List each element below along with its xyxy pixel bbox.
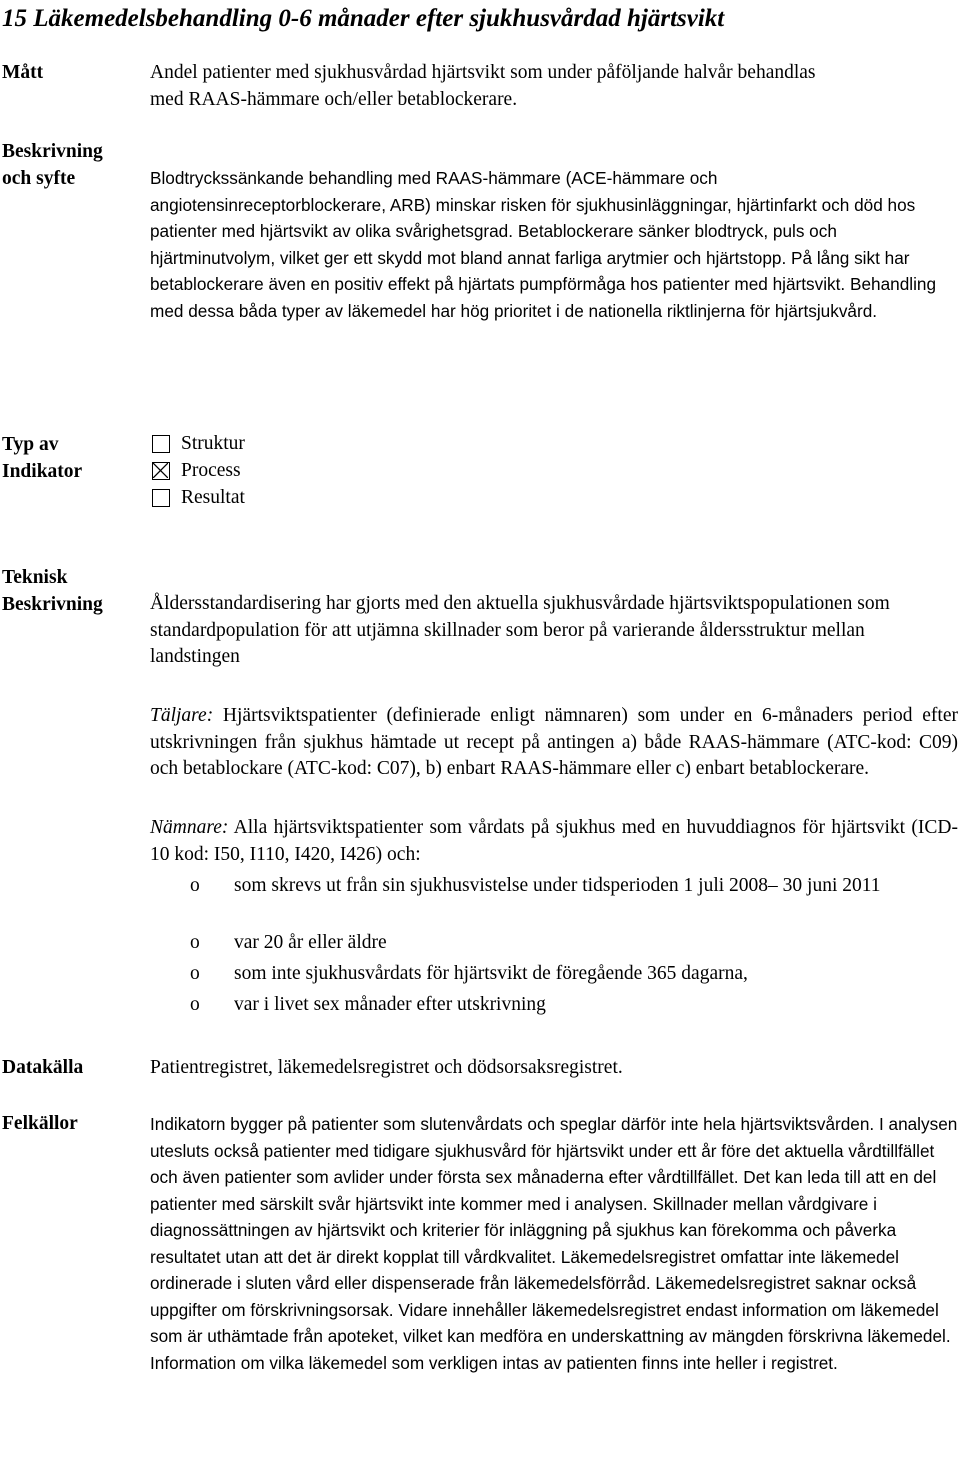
namnare-text: Alla hjärtsviktspatienter som vårdats på sjukhus med en huvuddiagnos för hjärtsvikt (ICD-10 kod: I50, I110, I420, I426) och: xyxy=(150,817,958,865)
option-resultat-label: Resultat xyxy=(181,486,245,508)
taljare-label: Täljare: xyxy=(150,705,214,726)
bullet-item-1: som skrevs ut från sin sjukhusvistelse under tidsperioden 1 juli 2008– 30 juni 2011 xyxy=(234,875,881,896)
page-title: 15 Läkemedelsbehandling 0-6 månader efter sjukhusvårdad hjärtsvikt xyxy=(2,5,725,32)
label-typ-line1: Typ av xyxy=(2,434,59,455)
option-struktur[interactable] xyxy=(152,431,245,457)
label-matt: Mått xyxy=(2,62,44,83)
bullet-marker: o xyxy=(190,932,200,953)
matt-text xyxy=(150,60,958,113)
label-teknisk xyxy=(2,565,103,618)
matt-text-line2: med RAAS-hämmare och/eller betablockerare. xyxy=(150,88,518,110)
bullet-item-3: som inte sjukhusvårdats för hjärtsvikt de föregående 365 dagarna, xyxy=(234,963,748,984)
datakalla-text: Patientregistret, läkemedelsregistret och dödsorsaksregistret. xyxy=(150,1057,623,1078)
label-datakalla: Datakälla xyxy=(2,1057,84,1078)
label-felkallor: Felkällor xyxy=(2,1113,78,1134)
checkmark-x-icon xyxy=(153,463,168,478)
label-teknisk-line2: Beskrivning xyxy=(2,593,103,615)
label-typ xyxy=(2,432,82,485)
taljare-block xyxy=(150,703,958,783)
label-beskrivning-line1: Beskrivning xyxy=(2,141,103,162)
beskrivning-para3: På lång sikt har betablockerare även en positiv effekt på hjärtats pumpförmåga hos patienter med hjärtsvikt. xyxy=(150,247,910,295)
bullet-marker: o xyxy=(190,994,200,1015)
label-beskrivning-line2: och syfte xyxy=(2,167,76,189)
label-beskrivning xyxy=(2,139,103,192)
teknisk-intro: Åldersstandardisering har gjorts med den aktuella sjukhusvårdade hjärtsviktspopulationen som standardpopulation för att utjämna skillnader som beror på varierande åldersstruktur mellan landstingen xyxy=(150,593,890,668)
felkallor-text: Indikatorn bygger på patienter som slutenvårdats och speglar därför inte hela hjärtsviktsvården. I analysen utesluts också patienter med tidigare sjukhusvård för hjärtsvikt under ett år före det aktuella vårdtillfället och även patienter som avlider under första sex månaderna efter vårdtillfället. Det kan leda till att en del patienter med särskilt svår hjärtsvikt inte kommer med i analysen. Skillnader mellan vårdgivare i diagnossättningen av hjärtsvikt och kriterier för inläggning på sjukhus kan förekomma och påverka resultatet utan att det är direkt kopplat till vårdkvalitet. Läkemedelsregistret omfattar inte läkemedel ordinerade i sluten vård eller dispenserade från läkemedelsförråd. Läkemedelsregistret saknar också uppgifter om förskrivningsorsak. Vidare innehåller läkemedelsregistret endast information om läkemedel som är uthämtade från apoteket, vilket kan medföra en underskattning av mängden förskrivna läkemedel. Information om vilka läkemedel som verkligen intas av patienten finns inte heller i registret. xyxy=(150,1114,958,1373)
option-process-label: Process xyxy=(181,459,241,481)
namnare-label: Nämnare: xyxy=(150,817,229,838)
bullet-item-4: var i livet sex månader efter utskrivning xyxy=(234,994,546,1015)
checkbox-struktur[interactable] xyxy=(152,435,170,453)
taljare-text: Hjärtsviktspatienter (definierade enligt nämnaren) som under en 6-månaders period efter utskrivningen från sjukhus hämtade ut recept på antingen a) både RAAS-hämmare (ATC-kod: C09) och betablockare (ATC-kod: C07), b) enbart RAAS-hämmare eller c) enbart betablockerare. xyxy=(150,705,958,780)
checkbox-resultat[interactable] xyxy=(152,489,170,507)
option-resultat[interactable] xyxy=(152,485,245,511)
beskrivning-text xyxy=(150,165,958,325)
label-teknisk-line1: Teknisk xyxy=(2,567,68,588)
option-process[interactable] xyxy=(152,458,241,484)
beskrivning-para1: Blodtryckssänkande behandling med RAAS-hämmare (ACE-hämmare och angiotensinreceptorblockerare, ARB) minskar risken för sjukhusinläggningar, hjärtinfarkt och död hos patienter med hjärtsvikt av olika svårighetsgrad. xyxy=(150,168,916,242)
bullet-item-2: var 20 år eller äldre xyxy=(234,932,387,953)
bullet-marker: o xyxy=(190,963,200,984)
label-typ-line2: Indikator xyxy=(2,460,83,482)
beskrivning-para2: Betablockerare sänker blodtryck, puls och hjärtminutvolym, vilket ger ett skydd mot bland annat farliga arytmier och hjärtstopp. xyxy=(150,221,837,268)
checkbox-process[interactable] xyxy=(152,462,170,480)
beskrivning-para xyxy=(150,165,958,325)
option-struktur-label: Struktur xyxy=(181,432,245,454)
beskrivning-para4: Behandling med dessa båda typer av läkemedel har hög prioritet i de nationella riktlinjerna för hjärtsjukvård. xyxy=(150,274,937,321)
namnare-block xyxy=(150,815,958,868)
matt-text-line1: Andel patienter med sjukhusvårdad hjärtsvikt som under påföljande halvår behandlas xyxy=(150,62,816,83)
bullet-marker: o xyxy=(190,875,200,896)
